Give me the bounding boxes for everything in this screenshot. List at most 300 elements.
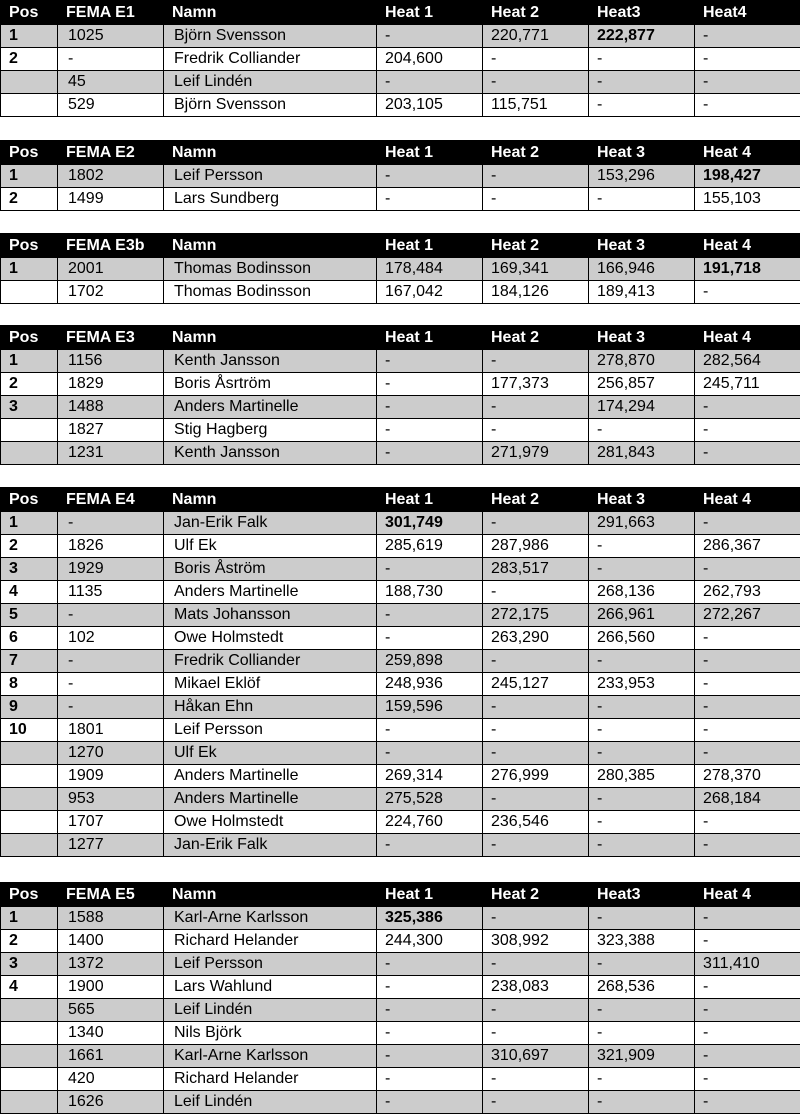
position-cell: 3	[1, 558, 58, 581]
heat-cell: 233,953	[589, 673, 695, 696]
fema-number-cell: 45	[58, 71, 164, 94]
name-cell: Richard Helander	[164, 1068, 377, 1091]
heat-cell: -	[589, 558, 695, 581]
name-cell: Owe Holmstedt	[164, 811, 377, 834]
table-row	[1, 765, 800, 788]
heat-cell: 291,663	[589, 512, 695, 535]
name-cell: Björn Svensson	[164, 94, 377, 117]
fema-number-cell: 529	[58, 94, 164, 117]
heat-cell: -	[483, 650, 589, 673]
table-row	[1, 350, 800, 373]
heat-cell: -	[589, 94, 695, 117]
heat-cell: -	[377, 373, 483, 396]
position-cell: 1	[1, 258, 58, 281]
heat-cell: -	[695, 742, 800, 765]
heat-cell: -	[377, 604, 483, 627]
heat-cell: 245,711	[695, 373, 800, 396]
table-row	[1, 742, 800, 765]
heat-cell: -	[377, 834, 483, 857]
table-row	[1, 953, 800, 976]
column-header: Heat 2	[483, 1, 589, 25]
heat-cell	[695, 165, 800, 188]
fema-number-cell: 2001	[58, 258, 164, 281]
position-cell	[1, 1091, 58, 1114]
name-cell: Mikael Eklöf	[164, 673, 377, 696]
heat-cell: -	[695, 419, 800, 442]
table-row	[1, 188, 800, 211]
column-header: FEMA E5	[58, 883, 164, 907]
name-cell: Owe Holmstedt	[164, 627, 377, 650]
heat-cell: -	[589, 811, 695, 834]
heat-cell: -	[589, 953, 695, 976]
fema-number-cell: 1156	[58, 350, 164, 373]
heat-cell: 266,560	[589, 627, 695, 650]
column-header: Namn	[164, 883, 377, 907]
position-cell: 8	[1, 673, 58, 696]
table-row	[1, 650, 800, 673]
heat-cell: -	[483, 165, 589, 188]
table-row	[1, 558, 800, 581]
heat-cell: 268,536	[589, 976, 695, 999]
name-cell: Leif Lindén	[164, 999, 377, 1022]
heat-cell: 285,619	[377, 535, 483, 558]
column-header: Heat 4	[695, 141, 800, 165]
heat-cell: 204,600	[377, 48, 483, 71]
fema-number-cell: 1135	[58, 581, 164, 604]
fema-number-cell: 1025	[58, 25, 164, 48]
name-cell: Thomas Bodinsson	[164, 281, 377, 304]
position-cell: 4	[1, 976, 58, 999]
fema-number-cell: 1702	[58, 281, 164, 304]
name-cell: Boris Åström	[164, 558, 377, 581]
fema-number-cell: -	[58, 673, 164, 696]
column-header: FEMA E2	[58, 141, 164, 165]
heat-cell: 244,300	[377, 930, 483, 953]
heat-cell: 238,083	[483, 976, 589, 999]
fema-number-cell: 1400	[58, 930, 164, 953]
heat-cell: -	[695, 94, 800, 117]
column-header: Heat 1	[377, 234, 483, 258]
fema-number-cell: 1626	[58, 1091, 164, 1114]
fema-number-cell: 1277	[58, 834, 164, 857]
column-header: FEMA E3	[58, 326, 164, 350]
fema-number-cell: 1372	[58, 953, 164, 976]
heat-cell: 272,175	[483, 604, 589, 627]
heat-cell: 245,127	[483, 673, 589, 696]
name-cell: Lars Wahlund	[164, 976, 377, 999]
heat-cell: 203,105	[377, 94, 483, 117]
position-cell	[1, 419, 58, 442]
position-cell	[1, 811, 58, 834]
heat-cell: -	[377, 165, 483, 188]
heat-cell: -	[377, 442, 483, 465]
heat-cell: -	[589, 696, 695, 719]
name-cell: Jan-Erik Falk	[164, 834, 377, 857]
table-row	[1, 419, 800, 442]
column-header: Heat 2	[483, 141, 589, 165]
heat-cell: 178,484	[377, 258, 483, 281]
heat-cell: 276,999	[483, 765, 589, 788]
table-row	[1, 976, 800, 999]
results-table	[0, 233, 800, 304]
column-header: Pos	[1, 488, 58, 512]
table-row	[1, 1068, 800, 1091]
heat-cell: -	[589, 650, 695, 673]
heat-cell: -	[695, 442, 800, 465]
position-cell: 2	[1, 48, 58, 71]
heat-cell: -	[695, 696, 800, 719]
heat-cell: -	[483, 1068, 589, 1091]
column-header: Pos	[1, 1, 58, 25]
table-row	[1, 25, 800, 48]
column-header: Namn	[164, 234, 377, 258]
table-row	[1, 442, 800, 465]
name-cell: Håkan Ehn	[164, 696, 377, 719]
results-table	[0, 0, 800, 117]
heat-cell: -	[695, 25, 800, 48]
heat-cell: -	[695, 71, 800, 94]
heat-cell: 236,546	[483, 811, 589, 834]
heat-cell: -	[695, 627, 800, 650]
table-row	[1, 71, 800, 94]
heat-cell: -	[589, 999, 695, 1022]
heat-cell: -	[483, 1091, 589, 1114]
heat-cell: 268,184	[695, 788, 800, 811]
column-header: Heat 4	[695, 488, 800, 512]
heat-cell: 153,296	[589, 165, 695, 188]
name-cell: Kenth Jansson	[164, 442, 377, 465]
heat-cell: 268,136	[589, 581, 695, 604]
heat-cell: -	[695, 673, 800, 696]
heat-cell: -	[377, 1022, 483, 1045]
heat-cell: -	[589, 788, 695, 811]
fema-number-cell: -	[58, 696, 164, 719]
heat-cell: -	[483, 834, 589, 857]
position-cell	[1, 834, 58, 857]
fema-number-cell: 1801	[58, 719, 164, 742]
name-cell: Anders Martinelle	[164, 396, 377, 419]
heat-cell: -	[377, 627, 483, 650]
fema-number-cell: 102	[58, 627, 164, 650]
heat-cell: -	[695, 650, 800, 673]
name-cell: Leif Persson	[164, 953, 377, 976]
heat-cell: -	[695, 999, 800, 1022]
fema-number-cell: 1909	[58, 765, 164, 788]
position-cell: 5	[1, 604, 58, 627]
column-header: Namn	[164, 488, 377, 512]
column-header: Heat 1	[377, 883, 483, 907]
position-cell: 9	[1, 696, 58, 719]
heat-cell: 167,042	[377, 281, 483, 304]
heat-cell: -	[377, 999, 483, 1022]
results-table	[0, 882, 800, 1114]
position-cell: 1	[1, 165, 58, 188]
column-header: FEMA E4	[58, 488, 164, 512]
heat-cell: -	[695, 281, 800, 304]
name-cell: Stig Hagberg	[164, 419, 377, 442]
heat-cell: -	[589, 535, 695, 558]
column-header: Heat4	[695, 1, 800, 25]
column-header: Namn	[164, 326, 377, 350]
column-header: Heat 2	[483, 234, 589, 258]
heat-cell: 287,986	[483, 535, 589, 558]
name-cell: Jan-Erik Falk	[164, 512, 377, 535]
results-table	[0, 325, 800, 465]
fema-number-cell: 420	[58, 1068, 164, 1091]
table-row	[1, 1091, 800, 1114]
heat-cell: -	[483, 419, 589, 442]
table-row	[1, 281, 800, 304]
column-header: Heat 2	[483, 326, 589, 350]
heat-cell: 174,294	[589, 396, 695, 419]
heat-cell: -	[483, 188, 589, 211]
table-row	[1, 604, 800, 627]
heat-cell: -	[377, 188, 483, 211]
heat-cell: -	[695, 1045, 800, 1068]
column-header: Heat 3	[589, 234, 695, 258]
table-row	[1, 373, 800, 396]
name-cell: Anders Martinelle	[164, 788, 377, 811]
heat-cell: -	[695, 907, 800, 930]
heat-cell: 311,410	[695, 953, 800, 976]
heat-cell: -	[483, 742, 589, 765]
heat-cell: -	[377, 25, 483, 48]
heat-cell	[377, 512, 483, 535]
table-row	[1, 834, 800, 857]
header-row	[1, 883, 800, 907]
column-header: Heat 1	[377, 326, 483, 350]
position-cell	[1, 742, 58, 765]
position-cell: 6	[1, 627, 58, 650]
table-row	[1, 258, 800, 281]
heat-cell: 155,103	[695, 188, 800, 211]
name-cell: Leif Lindén	[164, 1091, 377, 1114]
heat-cell: -	[377, 953, 483, 976]
fema-number-cell: 1827	[58, 419, 164, 442]
table-row	[1, 396, 800, 419]
position-cell	[1, 999, 58, 1022]
heat-cell: 275,528	[377, 788, 483, 811]
fema-number-cell: 1826	[58, 535, 164, 558]
heat-cell: -	[377, 742, 483, 765]
best-heat-value: 301,749	[385, 514, 443, 531]
position-cell: 3	[1, 396, 58, 419]
header-row	[1, 1, 800, 25]
position-cell: 4	[1, 581, 58, 604]
column-header: Heat 2	[483, 883, 589, 907]
heat-cell: -	[695, 930, 800, 953]
heat-cell: 282,564	[695, 350, 800, 373]
table-row	[1, 907, 800, 930]
table-row	[1, 94, 800, 117]
name-cell: Thomas Bodinsson	[164, 258, 377, 281]
column-header: Heat 4	[695, 234, 800, 258]
table-row	[1, 48, 800, 71]
name-cell: Boris Åsrtröm	[164, 373, 377, 396]
position-cell: 2	[1, 188, 58, 211]
heat-cell: 159,596	[377, 696, 483, 719]
column-header: Heat 1	[377, 488, 483, 512]
table-row	[1, 788, 800, 811]
fema-number-cell: 1707	[58, 811, 164, 834]
fema-number-cell: 1270	[58, 742, 164, 765]
heat-cell: -	[483, 581, 589, 604]
heat-cell: -	[589, 742, 695, 765]
position-cell	[1, 1068, 58, 1091]
name-cell: Anders Martinelle	[164, 581, 377, 604]
fema-number-cell: 1488	[58, 396, 164, 419]
name-cell: Ulf Ek	[164, 535, 377, 558]
column-header: FEMA E3b	[58, 234, 164, 258]
heat-cell	[377, 907, 483, 930]
table-row	[1, 627, 800, 650]
heat-cell: -	[589, 719, 695, 742]
heat-cell: -	[589, 48, 695, 71]
best-heat-value: 198,427	[703, 167, 761, 184]
best-heat-value: 222,877	[597, 27, 655, 44]
heat-cell: -	[695, 512, 800, 535]
heat-cell: -	[589, 907, 695, 930]
heat-cell: 259,898	[377, 650, 483, 673]
name-cell: Björn Svensson	[164, 25, 377, 48]
position-cell: 2	[1, 535, 58, 558]
heat-cell: -	[377, 396, 483, 419]
heat-cell: 266,961	[589, 604, 695, 627]
heat-cell: 248,936	[377, 673, 483, 696]
heat-cell: 166,946	[589, 258, 695, 281]
heat-cell: 286,367	[695, 535, 800, 558]
heat-cell: -	[483, 696, 589, 719]
column-header: Namn	[164, 1, 377, 25]
position-cell	[1, 71, 58, 94]
heat-cell: -	[589, 1068, 695, 1091]
column-header: Heat 3	[589, 326, 695, 350]
heat-cell: -	[483, 48, 589, 71]
fema-number-cell: 1900	[58, 976, 164, 999]
heat-cell: 256,857	[589, 373, 695, 396]
heat-cell: -	[695, 834, 800, 857]
heat-cell: -	[377, 1045, 483, 1068]
column-header: Pos	[1, 883, 58, 907]
column-header: Heat 3	[589, 141, 695, 165]
position-cell	[1, 1022, 58, 1045]
results-table	[0, 140, 800, 211]
heat-cell: 308,992	[483, 930, 589, 953]
fema-number-cell: 1588	[58, 907, 164, 930]
heat-cell: -	[377, 1091, 483, 1114]
table-row	[1, 811, 800, 834]
name-cell: Fredrik Colliander	[164, 650, 377, 673]
column-header: Pos	[1, 141, 58, 165]
column-header: Heat3	[589, 883, 695, 907]
fema-number-cell: -	[58, 512, 164, 535]
table-row	[1, 719, 800, 742]
table-row	[1, 999, 800, 1022]
name-cell: Ulf Ek	[164, 742, 377, 765]
fema-number-cell: 953	[58, 788, 164, 811]
header-row	[1, 488, 800, 512]
heat-cell: -	[695, 719, 800, 742]
table-row	[1, 1045, 800, 1068]
name-cell: Nils Björk	[164, 1022, 377, 1045]
fema-number-cell: 1499	[58, 188, 164, 211]
heat-cell: 115,751	[483, 94, 589, 117]
heat-cell: 169,341	[483, 258, 589, 281]
heat-cell: -	[483, 953, 589, 976]
name-cell: Leif Persson	[164, 719, 377, 742]
position-cell	[1, 788, 58, 811]
heat-cell: -	[377, 419, 483, 442]
column-header: Heat3	[589, 1, 695, 25]
heat-cell: 224,760	[377, 811, 483, 834]
heat-cell: -	[589, 1091, 695, 1114]
position-cell	[1, 94, 58, 117]
column-header: Heat 1	[377, 141, 483, 165]
fema-number-cell: -	[58, 650, 164, 673]
heat-cell: 278,370	[695, 765, 800, 788]
header-row	[1, 326, 800, 350]
column-header: Namn	[164, 141, 377, 165]
fema-number-cell: 1802	[58, 165, 164, 188]
name-cell: Richard Helander	[164, 930, 377, 953]
position-cell: 2	[1, 373, 58, 396]
name-cell: Karl-Arne Karlsson	[164, 907, 377, 930]
position-cell: 2	[1, 930, 58, 953]
position-cell: 1	[1, 512, 58, 535]
heat-cell: -	[377, 350, 483, 373]
name-cell: Leif Persson	[164, 165, 377, 188]
heat-cell: 323,388	[589, 930, 695, 953]
best-heat-value: 191,718	[703, 260, 761, 277]
heat-cell: -	[377, 558, 483, 581]
table-row	[1, 535, 800, 558]
position-cell	[1, 281, 58, 304]
table-row	[1, 673, 800, 696]
heat-cell: -	[483, 719, 589, 742]
position-cell: 7	[1, 650, 58, 673]
fema-number-cell: 1829	[58, 373, 164, 396]
heat-cell: -	[695, 976, 800, 999]
position-cell: 1	[1, 907, 58, 930]
fema-number-cell: -	[58, 604, 164, 627]
best-heat-value: 325,386	[385, 909, 443, 926]
table-row	[1, 696, 800, 719]
heat-cell: -	[483, 512, 589, 535]
fema-number-cell: 1231	[58, 442, 164, 465]
column-header: Heat 2	[483, 488, 589, 512]
results-table	[0, 487, 800, 857]
position-cell	[1, 1045, 58, 1068]
fema-number-cell: -	[58, 48, 164, 71]
column-header: Heat 3	[589, 488, 695, 512]
heat-cell: 263,290	[483, 627, 589, 650]
position-cell: 10	[1, 719, 58, 742]
heat-cell: -	[377, 976, 483, 999]
heat-cell: -	[377, 719, 483, 742]
heat-cell: 281,843	[589, 442, 695, 465]
column-header: Pos	[1, 234, 58, 258]
heat-cell: -	[589, 419, 695, 442]
fema-number-cell: 1340	[58, 1022, 164, 1045]
heat-cell	[695, 258, 800, 281]
name-cell: Kenth Jansson	[164, 350, 377, 373]
heat-cell: 310,697	[483, 1045, 589, 1068]
column-header: FEMA E1	[58, 1, 164, 25]
heat-cell: 189,413	[589, 281, 695, 304]
heat-cell: -	[695, 396, 800, 419]
heat-cell: 177,373	[483, 373, 589, 396]
heat-cell: -	[589, 834, 695, 857]
